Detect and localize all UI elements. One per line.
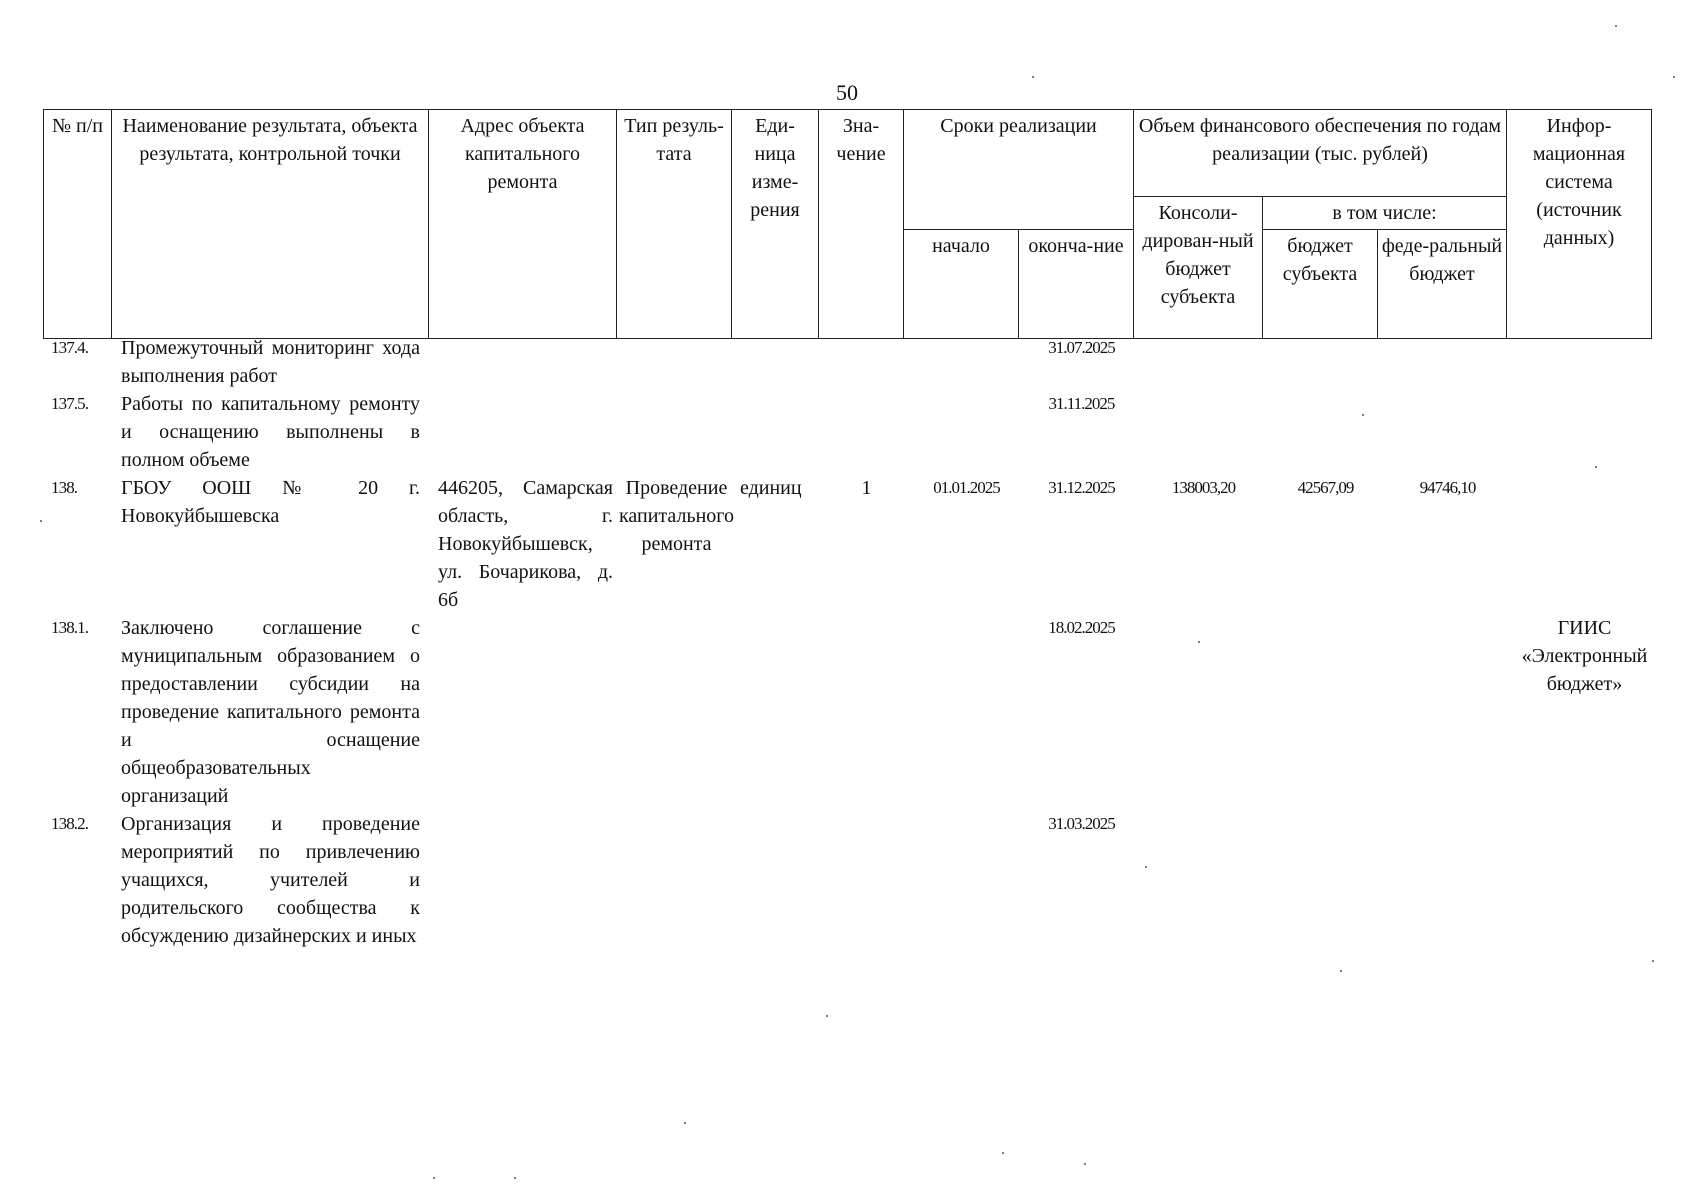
- row-start: [909, 390, 1024, 474]
- row-unit: [737, 390, 824, 474]
- row-value: [824, 390, 909, 474]
- row-federal-budget: [1383, 614, 1512, 810]
- row-consolidated: [1139, 614, 1268, 810]
- row-unit: [737, 334, 824, 390]
- row-federal-budget: [1383, 334, 1512, 390]
- header-value: Зна-чение: [819, 110, 904, 339]
- row-consolidated: 138003,20: [1171, 478, 1236, 497]
- row-info-system: [1512, 810, 1657, 950]
- table-body: [43, 334, 1657, 950]
- header-finance: Объем финансового обеспечения по годам реализации (тыс. рублей): [1134, 110, 1507, 197]
- row-address: 446205, Самарская область, г. Новокуйбышевск, ул. Бочарикова, д. 6б: [438, 477, 613, 611]
- row-name: ГБОУ ООШ № 20 г. Новокуйбышевска: [121, 477, 420, 527]
- header-unit: Еди-ница изме-рения: [732, 110, 819, 339]
- page-number: 50: [836, 80, 858, 105]
- row-type: [616, 390, 737, 474]
- table-row: [43, 474, 1657, 614]
- row-unit: единиц: [739, 477, 802, 499]
- table-row: [43, 614, 1657, 810]
- table-row: [43, 390, 1657, 474]
- header-start: начало: [904, 230, 1019, 339]
- row-start: [909, 614, 1024, 810]
- row-num: 137.5.: [51, 394, 89, 413]
- row-unit: [737, 614, 824, 810]
- row-start: 01.01.2025: [933, 478, 1000, 497]
- header-address: Адрес объекта капитального ремонта: [429, 110, 617, 339]
- header-type: Тип резуль-тата: [617, 110, 732, 339]
- table-row: [43, 810, 1657, 950]
- header-subject-budget: бюджет субъекта: [1263, 230, 1378, 339]
- header-federal-budget: феде-ральный бюджет: [1378, 230, 1507, 339]
- row-name: Заключено соглашение с муниципальным образованием о предоставлении субсидии на проведение капитального ремонта и оснащение общеобразовательных организаций: [121, 617, 420, 807]
- header-end: оконча-ние: [1019, 230, 1134, 339]
- row-value: 1: [861, 477, 872, 499]
- row-type: Проведение капитального ремонта: [619, 477, 734, 555]
- table-header: [43, 109, 1652, 339]
- row-end: 18.02.2025: [1048, 618, 1115, 637]
- row-end: 31.12.2025: [1048, 478, 1115, 497]
- row-end: 31.11.2025: [1048, 394, 1115, 413]
- row-num: 138.1.: [51, 618, 89, 637]
- row-num: 138.: [51, 478, 78, 497]
- row-start: [909, 810, 1024, 950]
- table-row: [43, 334, 1657, 390]
- row-num: 138.2.: [51, 814, 89, 833]
- row-value: [824, 334, 909, 390]
- row-subject-budget: [1268, 334, 1383, 390]
- row-name: Промежуточный мониторинг хода выполнения работ: [121, 337, 420, 387]
- row-consolidated: [1139, 390, 1268, 474]
- row-start: [909, 334, 1024, 390]
- row-num: 137.4.: [51, 338, 89, 357]
- row-address: [428, 810, 616, 950]
- header-including: в том числе:: [1263, 197, 1507, 230]
- row-info-system: [1512, 390, 1657, 474]
- row-info-system: ГИИС «Электронный бюджет»: [1521, 617, 1648, 695]
- row-type: [616, 614, 737, 810]
- row-name: Организация и проведение мероприятий по привлечению учащихся, учителей и родительского сообщества к обсуждению дизайнерских и иных: [121, 813, 420, 947]
- row-subject-budget: 42567,09: [1297, 478, 1354, 497]
- row-end: 31.07.2025: [1048, 338, 1115, 357]
- row-address: [428, 334, 616, 390]
- row-address: [428, 614, 616, 810]
- row-federal-budget: [1383, 810, 1512, 950]
- row-consolidated: [1139, 334, 1268, 390]
- row-unit: [737, 810, 824, 950]
- row-value: [824, 810, 909, 950]
- row-type: [616, 334, 737, 390]
- row-info-system: [1512, 334, 1657, 390]
- row-name: Работы по капитальному ремонту и оснащению выполнены в полном объеме: [121, 393, 420, 471]
- row-subject-budget: [1268, 810, 1383, 950]
- header-num: № п/п: [44, 110, 112, 339]
- header-consolidated: Консоли-дирован-ный бюджет субъекта: [1134, 197, 1263, 339]
- row-federal-budget: [1383, 390, 1512, 474]
- row-value: [824, 614, 909, 810]
- row-info-system: [1512, 474, 1657, 614]
- row-address: [428, 390, 616, 474]
- row-subject-budget: [1268, 390, 1383, 474]
- row-type: [616, 810, 737, 950]
- row-subject-budget: [1268, 614, 1383, 810]
- header-name: Наименование результата, объекта результата, контрольной точки: [112, 110, 429, 339]
- row-end: 31.03.2025: [1048, 814, 1115, 833]
- header-info-system: Инфор-мационная система (источник данных): [1507, 110, 1652, 339]
- row-federal-budget: 94746,10: [1419, 478, 1476, 497]
- row-consolidated: [1139, 810, 1268, 950]
- header-terms: Сроки реализации: [904, 110, 1134, 230]
